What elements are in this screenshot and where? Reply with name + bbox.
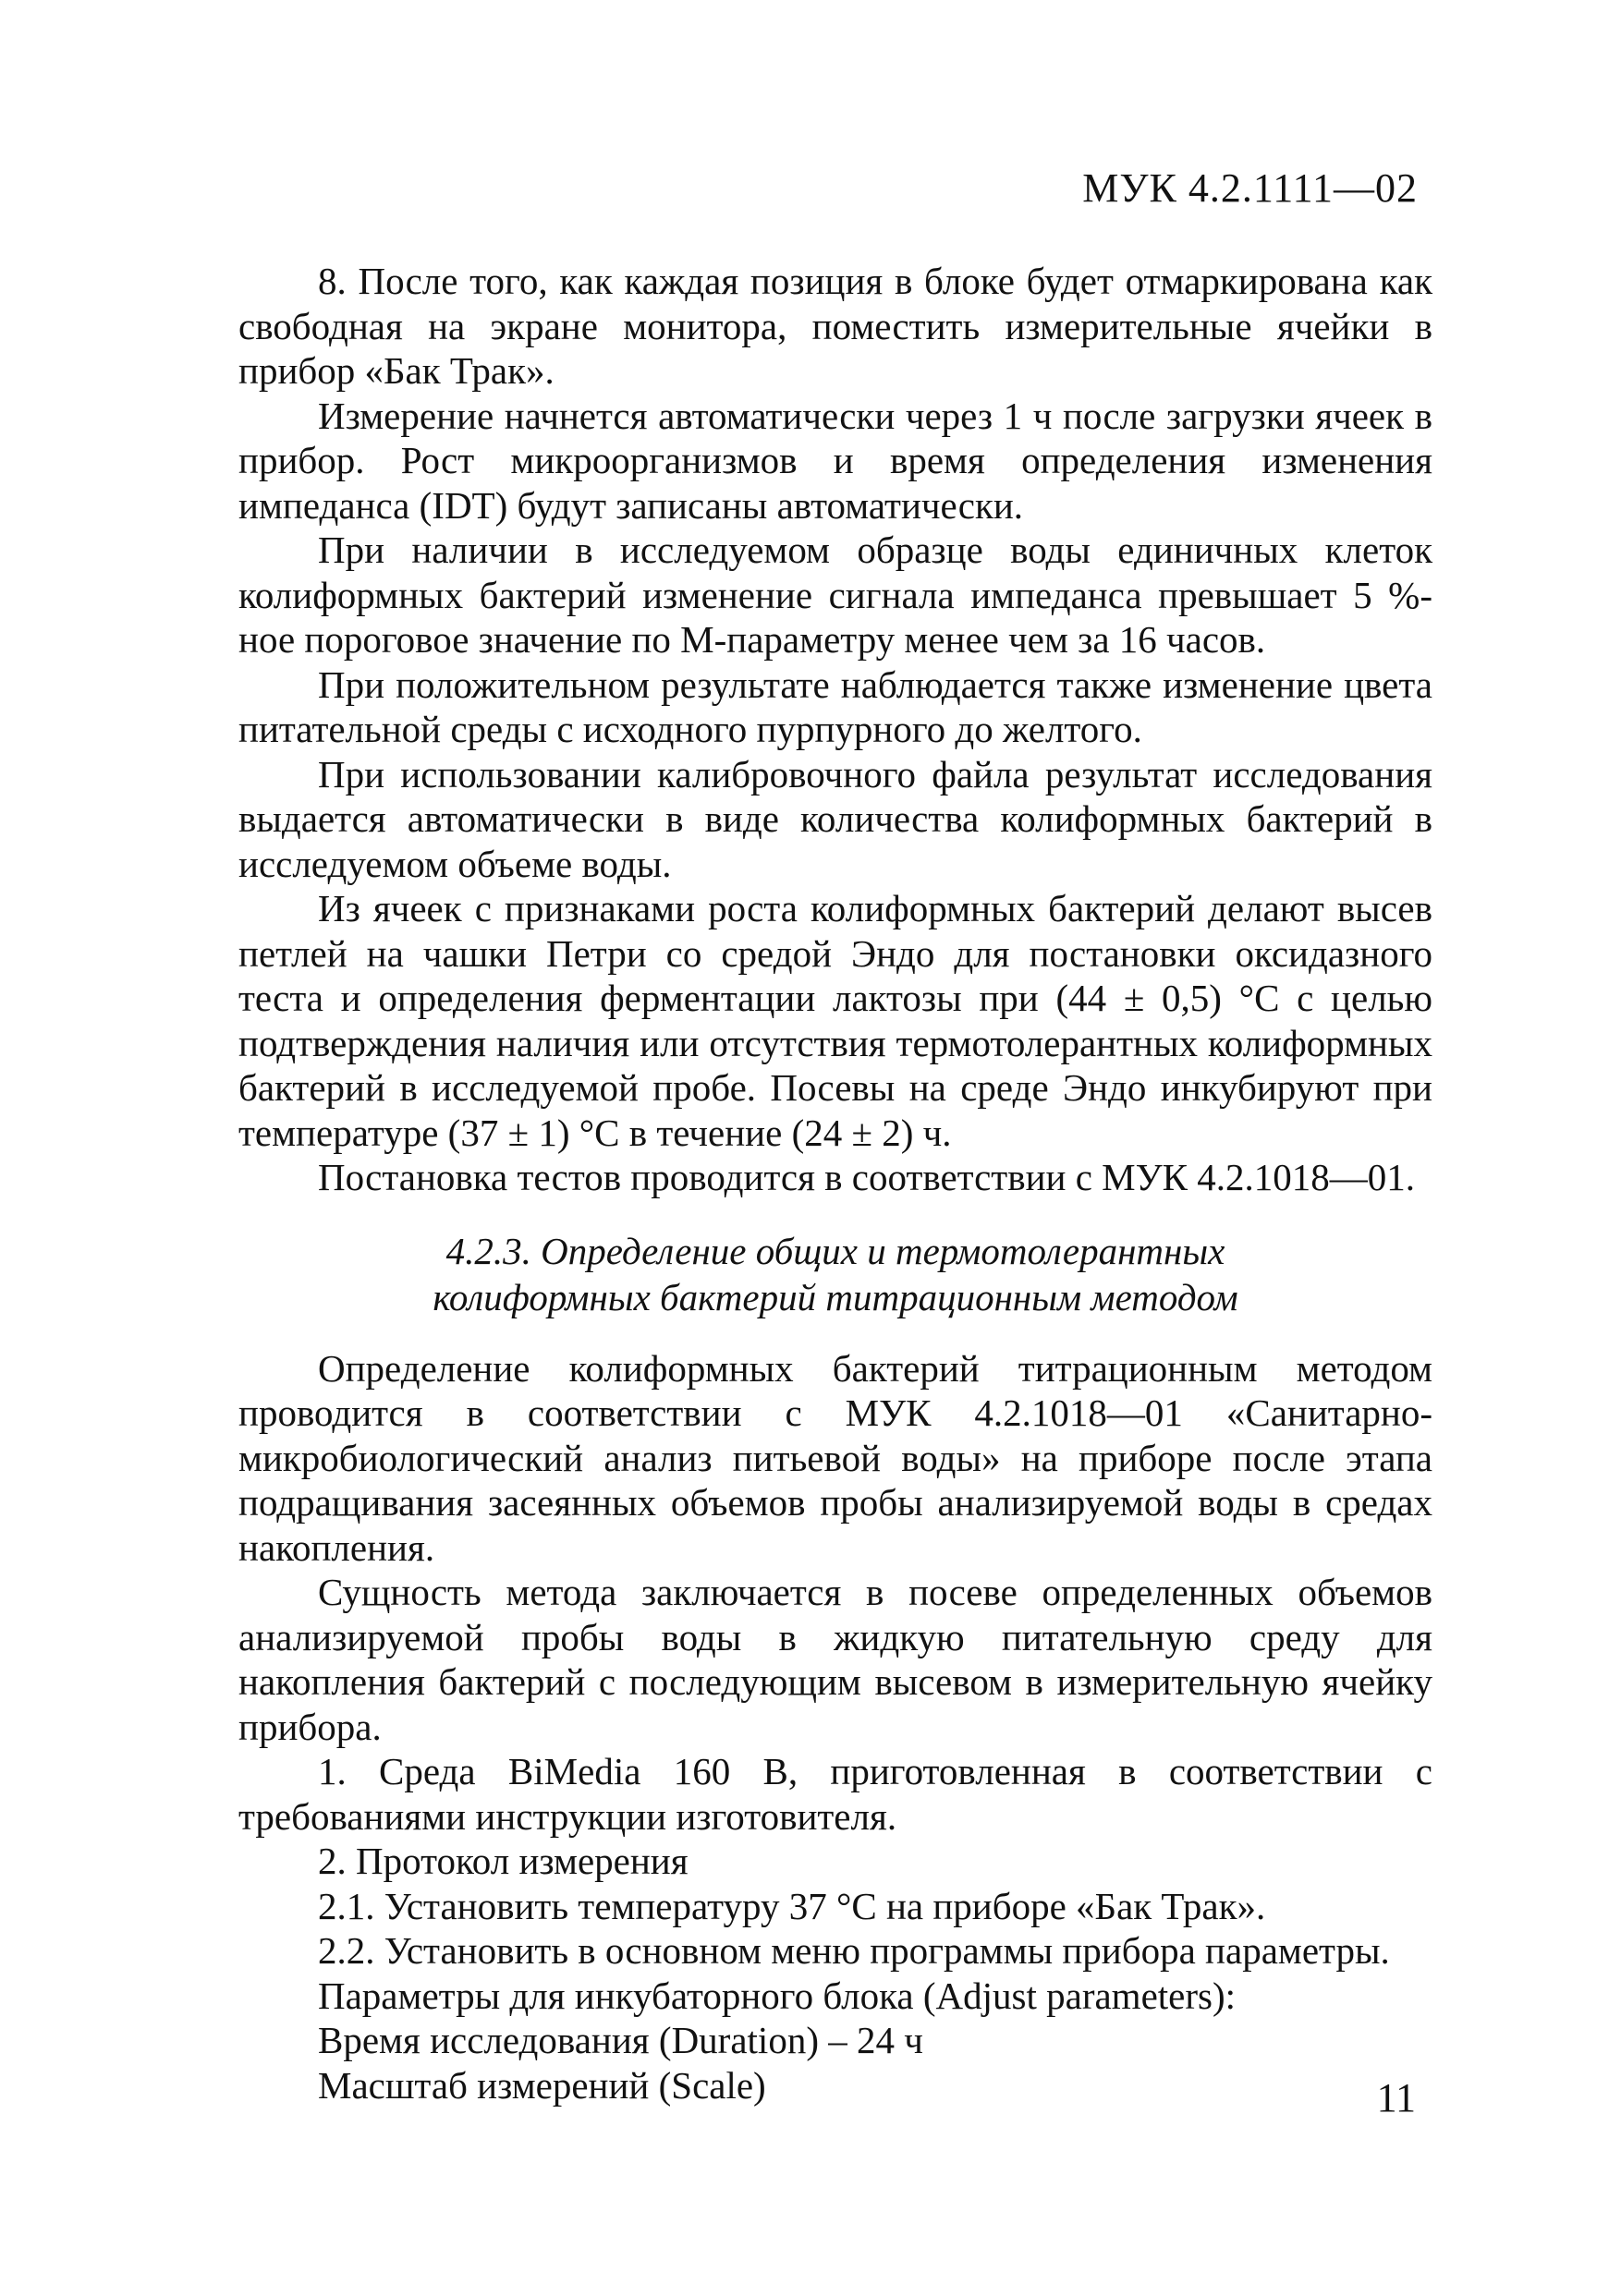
paragraph-step-8: 8. После того, как каждая позиция в блоке будет отмаркирована как свободная на экране монитора, поместить измерительные ячейки в прибор «Бак Трак». bbox=[238, 260, 1432, 392]
paragraph-titration-method: Определение колиформных бактерий титрационным методом проводится в соответствии с МУК 4.2.1018—01 «Санитарно-микробиологический анализ питьевой воды» на приборе после этапа подращивания засеянных объемов пробы анализируемой воды в средах накопления. bbox=[238, 1346, 1432, 1569]
list-item-protocol: 2. Протокол измерения bbox=[318, 1840, 689, 1882]
page-number: 11 bbox=[1376, 2075, 1416, 2120]
paragraph-measurement-start: Измерение начнется автоматически через 1 ч после загрузки ячеек в прибор. Рост микроорганизмов и время определения изменения импеданса (IDT) будут записаны автоматически. bbox=[238, 394, 1432, 527]
list-item-temperature: 2.1. Установить температуру 37 °С на приборе «Бак Трак». bbox=[318, 1884, 1266, 1927]
main-text bbox=[238, 259, 1432, 2108]
list-item-scale: Масштаб измерений (Scale) bbox=[318, 2063, 766, 2107]
paragraph-tests-reference: Постановка тестов проводится в соответствии с МУК 4.2.1018—01. bbox=[318, 1156, 1415, 1198]
paragraph-method-essence: Сущность метода заключается в посеве определенных объемов анализируемой пробы воды в жидкую питательную среду для накопления бактерий с последующим высевом в измерительную ячейку прибора. bbox=[238, 1571, 1432, 1748]
list-item-menu-parameters: 2.2. Установить в основном меню программы прибора параметры. bbox=[318, 1929, 1390, 1972]
paragraph-calibration-file: При использовании калибровочного файла результат исследования выдается автоматически в виде количества колиформных бактерий в исследуемом объеме воды. bbox=[238, 752, 1432, 885]
paragraph-endo-seeding: Из ячеек с признаками роста колиформных бактерий делают высев петлей на чашки Петри со средой Эндо для постановки оксидазного теста и определения ферментации лактозы при (44 ± 0,5) °С с целью подтверждения наличия или отсутствия термотолерантных колиформных бактерий в исследуемой пробе. Посевы на среде Эндо инкубируют при температуре (37 ± 1) °С в течение (24 ± 2) ч. bbox=[238, 887, 1432, 1154]
list-item-medium: 1. Среда BiMedia 160 B, приготовленная в соответствии с требованиями инструкции изготовителя. bbox=[238, 1750, 1432, 1838]
section-heading-line-1: 4.2.3. Определение общих и термотолерантных bbox=[445, 1229, 1225, 1272]
section-heading-line-2: колиформных бактерий титрационным методом bbox=[433, 1275, 1238, 1318]
document-code-header: МУК 4.2.1111—02 bbox=[1082, 165, 1418, 211]
list-item-incubator-parameters: Параметры для инкубаторного блока (Adjust parameters): bbox=[318, 1974, 1237, 2017]
paragraph-color-change: При положительном результате наблюдается также изменение цвета питательной среды с исходного пурпурного до желтого. bbox=[238, 662, 1432, 750]
section-heading bbox=[238, 1228, 1432, 1320]
paragraph-impedance-threshold: При наличии в исследуемом образце воды единичных клеток колиформных бактерий изменение сигнала импеданса превышает 5 %-ное пороговое значение по М-параметру менее чем за 16 часов. bbox=[238, 528, 1432, 661]
list-item-duration: Время исследования (Duration) – 24 ч bbox=[318, 2019, 923, 2061]
